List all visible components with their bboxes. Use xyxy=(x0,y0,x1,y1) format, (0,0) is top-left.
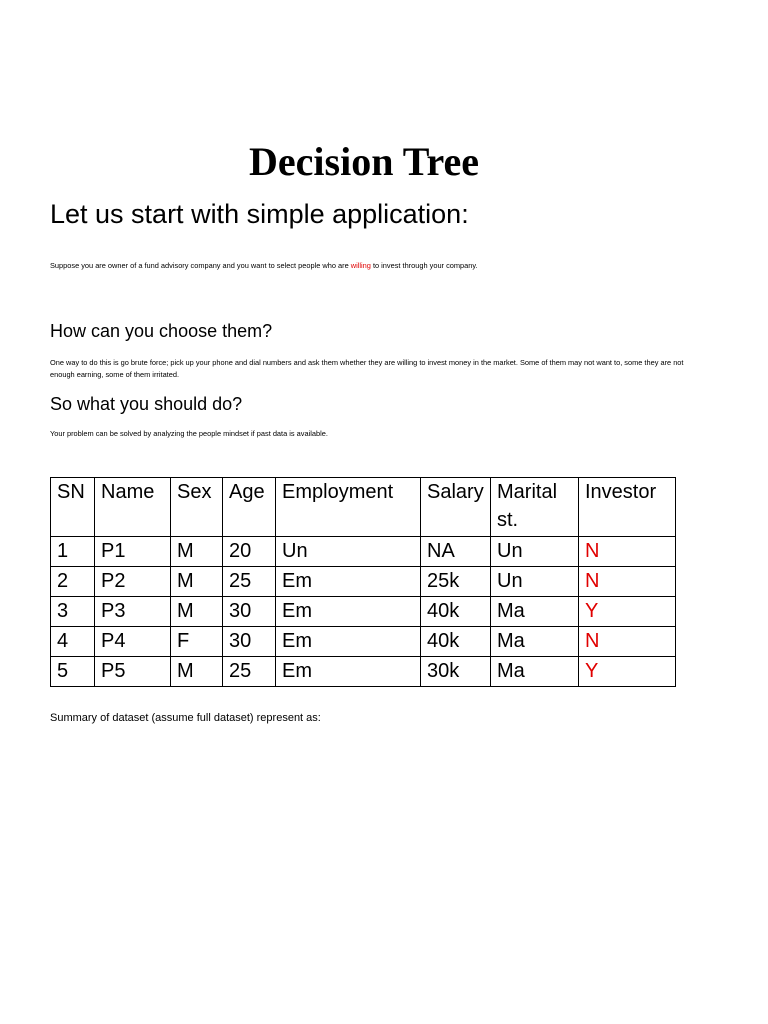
intro-highlight-word: willing xyxy=(350,261,371,270)
cell-name: P3 xyxy=(95,597,171,627)
cell-marital-status: Ma xyxy=(491,657,579,687)
cell-name: P2 xyxy=(95,567,171,597)
table-row xyxy=(51,537,676,567)
cell-sex: F xyxy=(171,627,223,657)
cell-sn: 1 xyxy=(51,537,95,567)
summary-paragraph: Summary of dataset (assume full dataset) represent as: xyxy=(50,712,321,724)
cell-salary: 30k xyxy=(421,657,491,687)
cell-salary: 25k xyxy=(421,567,491,597)
intro-text-before: Suppose you are owner of a fund advisory company and you want to select people who are xyxy=(50,261,351,270)
header-marital-status: Marital st. xyxy=(491,478,579,537)
cell-employment: Em xyxy=(276,567,421,597)
cell-employment: Em xyxy=(276,627,421,657)
cell-sex: M xyxy=(171,537,223,567)
cell-sex: M xyxy=(171,567,223,597)
cell-employment: Un xyxy=(276,537,421,567)
cell-sn: 5 xyxy=(51,657,95,687)
table-row xyxy=(51,657,676,687)
cell-salary: NA xyxy=(421,537,491,567)
cell-age: 25 xyxy=(223,567,276,597)
cell-marital-status: Ma xyxy=(491,597,579,627)
intro-paragraph xyxy=(50,260,690,272)
cell-investor: N xyxy=(579,627,676,657)
header-investor: Investor xyxy=(579,478,676,537)
cell-name: P4 xyxy=(95,627,171,657)
cell-age: 30 xyxy=(223,597,276,627)
investor-data-table xyxy=(50,477,676,687)
cell-investor: N xyxy=(579,537,676,567)
cell-age: 30 xyxy=(223,627,276,657)
header-name: Name xyxy=(95,478,171,537)
cell-employment: Em xyxy=(276,657,421,687)
cell-age: 25 xyxy=(223,657,276,687)
intro-text-after: to invest through your company. xyxy=(370,261,478,270)
header-employment: Employment xyxy=(276,478,421,537)
cell-sex: M xyxy=(171,597,223,627)
brute-force-paragraph: One way to do this is go brute force; pick up your phone and dial numbers and ask them whether they are willing to invest money in the market. Some of them may not want to, some they are not enough earning, some of them irritated. xyxy=(50,358,684,379)
page-title: Decision Tree xyxy=(249,139,479,184)
section-subtitle: Let us start with simple application: xyxy=(50,199,469,229)
cell-name: P5 xyxy=(95,657,171,687)
cell-sn: 2 xyxy=(51,567,95,597)
cell-salary: 40k xyxy=(421,597,491,627)
header-sn: SN xyxy=(51,478,95,537)
cell-employment: Em xyxy=(276,597,421,627)
cell-marital-status: Un xyxy=(491,567,579,597)
cell-sex: M xyxy=(171,657,223,687)
cell-sn: 3 xyxy=(51,597,95,627)
cell-investor: N xyxy=(579,567,676,597)
cell-name: P1 xyxy=(95,537,171,567)
cell-marital-status: Ma xyxy=(491,627,579,657)
table-row xyxy=(51,567,676,597)
cell-investor: Y xyxy=(579,597,676,627)
question-heading-what-to-do: So what you should do? xyxy=(50,394,243,414)
question-heading-choose: How can you choose them? xyxy=(50,321,273,341)
header-age: Age xyxy=(223,478,276,537)
header-sex: Sex xyxy=(171,478,223,537)
cell-sn: 4 xyxy=(51,627,95,657)
solution-paragraph: Your problem can be solved by analyzing the people mindset if past data is available. xyxy=(50,429,328,438)
table-row xyxy=(51,627,676,657)
table-row xyxy=(51,597,676,627)
cell-age: 20 xyxy=(223,537,276,567)
cell-salary: 40k xyxy=(421,627,491,657)
cell-investor: Y xyxy=(579,657,676,687)
table-header-row xyxy=(51,478,676,537)
header-salary: Salary xyxy=(421,478,491,537)
cell-marital-status: Un xyxy=(491,537,579,567)
